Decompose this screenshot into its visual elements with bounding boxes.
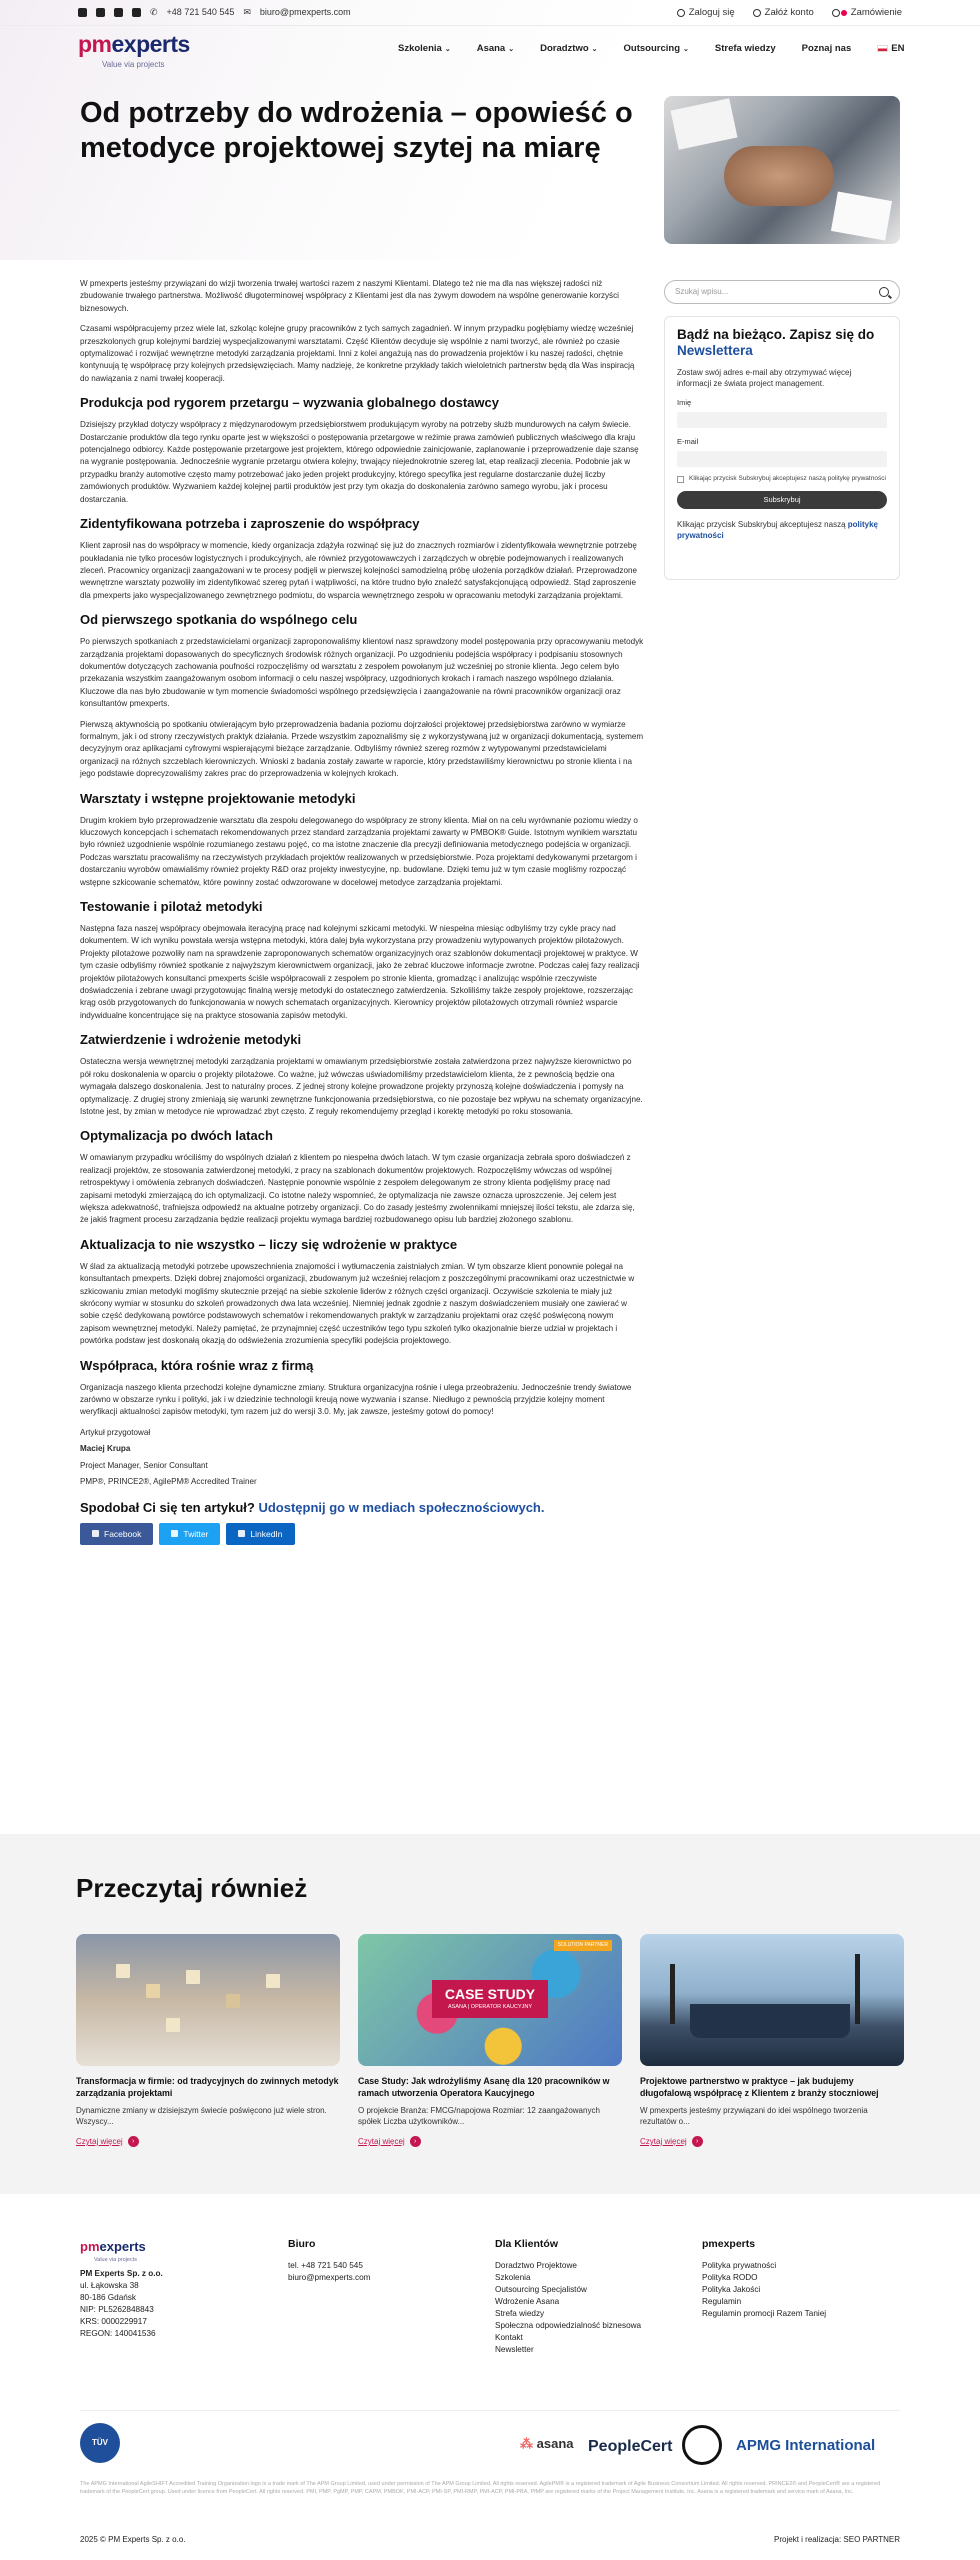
footer-pmexperts	[702, 2238, 826, 2320]
article-paragraph: Po pierwszych spotkaniach z przedstawicielami organizacji zaproponowaliśmy klientowi nasz sprawdzony model postępowania przy opracowywaniu metodyk zarządzania projektami dopasowanych do specyficznych środowisk różnych organizacji. Po uzgodnieniu podejścia współpracy i podpisaniu stosownych dokumentów dotyczących zachowania poufności rozpoczęliśmy od warsztatu z zespołem powołanym już wcześniej po stronie klienta. Jego celem było przekazania wszystkim zaangażowanym osobom informacji o celu naszej współpracy, uzgodnionych krokach i ramach naszego wspólnego działania. Kluczowe dla nas było zbudowanie w tym momencie świadomości wspólnego przedsięwzięcia i zaangażowanie na równi pracowników organizacji oraz konsultantów pmexperts.	[80, 637, 644, 709]
copyright: 2025 © PM Experts Sp. z o.o.	[80, 2535, 186, 2544]
trademark-notice: The APMG International AgileSHIFT Accredited Training Organization logo is a trade mark of The APM Group Limited, used under permission of The APM Group Limited. All rights reserved. AgilePM® is a registered trademark of Agile Business Consortium Limited. All rights reserved. PRINCE2® and PeopleCert® are a registered trademark of the PeopleCert group. Used under licence from PeopleCert. All rights reserved. PMI, PMP, PgMP, PMP, CAPM, PMBOK, PMI-ACP, PMI-SP, PMI-RMP, PMI-ACP, PMI-PBA, PfMP are registered marks of the Project Management Institute, Inc. Asana is a registered trademark and service mark of Asana, Inc.	[80, 2481, 881, 2495]
read-more-link[interactable]	[76, 2136, 340, 2148]
apmg-logo: APMG International	[736, 2437, 876, 2454]
article-paragraph: Następna faza naszej współpracy obejmowała iteracyjną pracę nad kolejnymi szkicami metodyki. W niespełna miesiąc odbyliśmy trzy cykle pracy nad dokumentem. W ich wyniku powstała wersja wstępna metodyki, która dalej była wykorzystana przy prowadzeniu wytypowanych projektów pilotażowych. Projekty pilotażowe pozwoliły nam na sprawdzenie zaproponowanych schematów organizacyjnych oraz szablonów dokumentacji projektowej w praktyce. W tym czasie odbyliśmy również spotkanie z najwyższym kierownictwem organizacji, jako że zebrać kluczowe informacje zwrotne. Podczas całej fazy realizacji projektów pilotażowych konsultanci pmexperts ściśle współpracowali z zespołem po stronie klienta, gromadząc i analizując wspólnie rzeczywiste doświadczenia i zebrane uwagi przygotowując finalną wersję metodyki do ostatecznego zatwierdzenia. Szkoliliśmy także zespoły projektowe, rozszerzając krąg osób przygotowanych do funkcjonowania w nowych schematach organizacyjnych. Kierownicy projektów pilotażowych otrzymali również wsparcie indywidualne koncentrujące się na praktyce stosowania zapisów metodyki.	[80, 924, 640, 1020]
article-heading: Optymalizacja po dwóch latach	[80, 1128, 273, 1144]
tuv-certificate-logo: TÜV	[80, 2423, 120, 2463]
user-plus-icon	[753, 9, 761, 17]
address-line: REGON: 140041536	[80, 2329, 156, 2338]
top-bar-contact	[78, 6, 351, 19]
nav-label: Outsourcing	[623, 43, 681, 54]
related-card-title[interactable]: Projektowe partnerstwo w praktyce – jak budujemy długofalową współpracę z Klientem z branży stoczniowej	[640, 2076, 879, 2098]
hero-paper	[831, 192, 892, 241]
language-label: EN	[891, 43, 905, 54]
article-paragraph: Ostateczna wersja wewnętrznej metodyki zarządzania projektami w omawianym przedsiębiorstwie została zatwierdzona przez najwyższe kierownictwo po pół roku doskonalenia w oparciu o projekty pilotażowe. Co ważne, już wówczas uświadomiliśmy przedstawicielom klienta, że z pewnością będzie ona wymagała dalszego doskonalenia. Jest to naturalny proces. Z jednej strony kolejne prowadzone projekty przynoszą kolejne doświadczenia i pomysły na optymalizację. Z drugiej strony zmieniają się warunki zewnętrzne funkcjonowania przedsiębiorstwa, co nie pozostaje bez wpływu na schematy organizacyjne. Istotne jest, by zmian w metodyce nie wprowadzać zbyt często. Z reguły rekomendujemy przegląd i korektę metodyki po roku stosowania.	[80, 1057, 643, 1116]
footer-link[interactable]: Strefa wiedzy	[495, 2309, 545, 2318]
author-certs: PMP®, PRINCE2®, AgilePM® Accredited Trainer	[80, 1477, 257, 1487]
sticky-note	[116, 1964, 130, 1978]
related-posts	[0, 1834, 980, 2194]
phone-icon: ✆	[150, 7, 158, 17]
read-more-link[interactable]	[640, 2136, 904, 2148]
solution-partner-badge: SOLUTION PARTNER	[554, 1940, 612, 1951]
read-more-label: Czytaj więcej	[76, 2137, 123, 2146]
share-twitter-button[interactable]	[159, 1523, 220, 1545]
top-bar-account	[677, 6, 902, 20]
chevron-down-icon: ⌄	[444, 46, 451, 53]
article-heading: Testowanie i pilotaż metodyki	[80, 899, 263, 915]
company-name: PM Experts Sp. z o.o.	[80, 2269, 163, 2278]
chevron-down-icon: ⌄	[508, 46, 515, 53]
ship-shape	[690, 2004, 850, 2038]
footer-link[interactable]: Regulamin promocji Razem Taniej	[702, 2309, 827, 2318]
related-card-image[interactable]	[76, 1934, 340, 2066]
hero-image	[664, 96, 900, 244]
crane-shape	[855, 1954, 860, 2024]
footer-phone[interactable]: tel. +48 721 540 545	[288, 2261, 363, 2270]
linkedin-icon	[238, 1530, 245, 1537]
share-label: LinkedIn	[250, 1528, 283, 1539]
article-paragraph: W pmexperts jesteśmy przywiązani do wizji tworzenia trwałej wartości razem z naszymi Klientami. Dlatego też nie ma dla nas większej radości niż zbudowanie trwałego partnerstwa. Możliwość długoterminowej współpracy z Klientami jest dla nas żywym dowodem na wspólne generowanie korzyści biznesowych.	[80, 279, 619, 313]
newsletter-title-accent: Newslettera	[677, 343, 753, 358]
nav-item-szkolenia[interactable]	[398, 42, 451, 56]
footer-link[interactable]: Szkolenia	[495, 2273, 531, 2282]
newsletter-intro: Zostaw swój adres e-mail aby otrzymywać więcej informacji ze świata project management.	[677, 368, 852, 388]
share-question: Spodobał Ci się ten artykuł?	[80, 1500, 255, 1516]
crane-shape	[670, 1964, 675, 2024]
logo-pm: pm	[78, 31, 112, 57]
share-prompt	[80, 1502, 644, 1514]
peoplecert-logo: PeopleCert	[588, 2438, 673, 2455]
top-phone[interactable]: +48 721 540 545	[166, 7, 235, 17]
hero-paper	[670, 98, 737, 150]
share-cta: Udostępnij go w mediach społecznościowych.	[258, 1500, 545, 1516]
orders-label: Zamówienie	[850, 7, 902, 18]
share-label: Facebook	[104, 1528, 142, 1539]
arrow-right-icon: ›	[128, 2136, 139, 2147]
consent-row	[677, 475, 887, 484]
email-field[interactable]	[677, 451, 887, 467]
email-label: E-mail	[677, 436, 699, 446]
pmi-badge-logo	[682, 2425, 722, 2465]
footer-logo[interactable]	[80, 2238, 146, 2265]
footer-link[interactable]: Polityka RODO	[702, 2273, 758, 2282]
consent-checkbox[interactable]	[677, 476, 684, 483]
linkedin-icon[interactable]	[96, 8, 105, 17]
author-label: Artykuł przygotował	[80, 1427, 151, 1437]
sticky-note	[186, 1970, 200, 1984]
policy-note-text: Klikając przycisk Subskrybuj akceptujesz naszą	[677, 520, 846, 530]
footer-link[interactable]: Doradztwo Projektowe	[495, 2261, 577, 2270]
partner-logos	[80, 2410, 900, 2466]
related-card-image[interactable]	[640, 1934, 904, 2066]
top-email[interactable]: biuro@pmexperts.com	[259, 7, 351, 17]
article-paragraph: Klient zaprosił nas do współpracy w momencie, kiedy organizacja zdążyła rozwinąć się już do znacznych rozmiarów i zidentyfikowała wewnętrznie potrzebę poukładania nie tylko procesów logistycznych i produkcyjnych, ale również przygotowawczych i zarządczych w obrębie podejmowanych i realizowanych zleceń. Pracownicy organizacji zaangażowani w te procesy podjęli w pierwszej kolejności samodzielną próbę ułożenia porządków działań. Przeprowadzone wewnętrzne warsztaty pozwoliły im zidentyfikować szereg pytań i wątpliwości, na które trudno było znaleźć satysfakcjonującą odpowiedź. Stąd zaproszenie dla pmexperts jako wyspecjalizowanego zewnętrznego podmiotu, do wsparcia wewnętrznego zespołu w opracowaniu metodyki zarządzania projektami.	[80, 541, 637, 600]
facebook-icon	[92, 1530, 99, 1537]
footer-link[interactable]: Polityka prywatności	[702, 2261, 777, 2270]
login-label: Zaloguj się	[688, 7, 735, 18]
footer-link[interactable]: Kontakt	[495, 2333, 523, 2342]
share-label: Twitter	[183, 1528, 209, 1539]
related-card-image[interactable]	[358, 1934, 622, 2066]
asana-logo: ⁂ asana	[520, 2436, 574, 2451]
subscribe-button[interactable]: Subskrybuj	[677, 491, 887, 509]
footer-link[interactable]: Outsourcing Specjalistów	[495, 2285, 587, 2294]
logo-experts: experts	[99, 2239, 146, 2254]
main-nav	[398, 42, 904, 56]
login-link[interactable]	[677, 6, 735, 20]
search-placeholder: Szukaj wpisu...	[675, 287, 729, 297]
article-paragraph: W omawianym przypadku wróciliśmy do wspólnych działań z klientem po niespełna dwóch latach. W tym czasie organizacja zebrała sporo doświadczeń z realizacji projektów, ze stosowania zatwierdzonej metodyki, z pracy na szablonach dokumentów projektowych. Rozpoczęliśmy wówczas od wspólnej retrospektywy i omówienia zebranych doświadczeń. Następnie ponownie wspólnie z zespołem delegowanym ze strony klienta podjęliśmy pracę nad zapisami metodyki zmierzającą do ich optymalizacji. Co istotne należy wspomnieć, że optymalizacja nie zawsze oznacza uproszczenie. Jej celem jest większa adekwatność, trafniejsza odpowiedź na aktualne potrzeby organizacji. Co do zasady jesteśmy zwolennikami mniejszej ilości tekstu, ale zdarza się, że jakiś fragment procesu zarządzania będzie realizacji projektu wymaga bardziej rozbudowanego opisu lub bardziej złożonego szablonu.	[80, 1153, 635, 1225]
related-card[interactable]	[76, 1934, 340, 2148]
consent-label: Klikając przycisk Subskrybuj akceptujesz naszą politykę prywatności	[689, 474, 886, 482]
site-footer	[0, 2194, 980, 2560]
author-name: Maciej Krupa	[80, 1444, 131, 1454]
related-card-excerpt: W pmexperts jesteśmy przywiązani do idei wspólnego tworzenia rezultatów o...	[640, 2106, 868, 2126]
instagram-icon[interactable]	[132, 8, 141, 17]
address-line: NIP: PL5262848843	[80, 2305, 154, 2314]
facebook-icon[interactable]	[78, 8, 87, 17]
article-heading: Warsztaty i wstępne projektowanie metodyki	[80, 790, 356, 806]
case-study-title: CASE STUDY	[444, 1986, 536, 2002]
footer-link[interactable]: Wdrożenie Asana	[495, 2297, 560, 2306]
company-address	[80, 2268, 163, 2340]
cart-badge	[841, 10, 847, 16]
youtube-icon[interactable]	[114, 8, 123, 17]
nav-item-doradztwo[interactable]	[540, 42, 597, 56]
related-card-excerpt: Dynamiczne zmiany w dzisiejszym świecie poświęcono już wiele stron. Wszyscy...	[76, 2106, 327, 2126]
privacy-policy-link[interactable]: politykę prywatności	[677, 520, 878, 541]
case-study-subtitle: ASANA | OPERATOR KAUCYJNY	[447, 2004, 533, 2011]
article-body	[80, 278, 644, 1545]
footer-clients	[495, 2238, 641, 2356]
article-paragraph: Drugim krokiem było przeprowadzenie warsztatu dla zespołu delegowanego do współpracy ze strony klienta. Miał on na celu wyrównanie poziomu wiedzy o kluczowych koncepcjach i schematach rekomendowanych przez standard zarządzania projektami zawarty w PMBOK® Guide. Istotnym wynikiem warsztatu było również uzgodnienie wspólnie rozumianego zestawu pojęć, co ma istotne znaczenie dla precyzji definiowania metodycznego podejścia w organizacji. Podczas warsztatu pracowaliśmy na rzeczywistych przykładach projektów realizowanych w przedsiębiorstwie. Poza projektami dedykowanymi przetargom i dostarczaniu wyrobów omawialiśmy również projekty R&D oraz projekty inwestycyjne, np. budowlane. Dzięki temu już w tym czasie mogliśmy rozpocząć wstępne szkicowanie schematów, które powinny zostać odwzorowane w docelowej metodyce zarządzania projektami.	[80, 815, 638, 887]
share-buttons	[80, 1523, 644, 1545]
article-paragraph: W ślad za aktualizacją metodyki potrzebe upowszechnienia znajomości i wytłumaczenia zaistniałych zmian. W tym obszarze klient ponownie polegał na konsultantach pmexperts. Dzięki dobrej znajomości organizacji, zbudowanym już wcześniej relacjom z poszczególnymi pracownikami oraz uczestnictwie w szkicowaniu zmian metodyki mogliśmy skutecznie przejąć na siebie szkolenie liderów z różnych części organizacji. Oczywiście szkolenia te miały już skrócony wymiar w stosunku do szkoleń prowadzonych dwa lata wcześniej. Niemniej jednak zgodnie z naszym doświadczeniem musiały one zawierać w sobie część dedykowaną powtórce podstawowych schematów i rekomendowanych praktyk w zarządzaniu projektami oraz część poświęconą nowym zapisom wewnętrznej metodyki. Należy pamiętać, że przynajmniej część uczestników tego typu szkoleń tylko okazjonalnie bierze udział w projektach i powtórka podstaw jest doskonałą okazją do odświeżenia zrozumienia specyfiki podejścia projektowego.	[80, 1261, 635, 1346]
footer-biuro	[288, 2238, 370, 2284]
asana-logo-text: asana	[536, 2436, 574, 2451]
arrow-right-icon: ›	[692, 2136, 703, 2147]
address-line: 80-186 Gdańsk	[80, 2293, 136, 2302]
cart-icon	[832, 9, 840, 17]
logo-tagline: Value via projects	[102, 60, 165, 70]
chevron-down-icon: ⌄	[683, 46, 689, 53]
footer-email[interactable]: biuro@pmexperts.com	[288, 2273, 371, 2282]
user-icon	[677, 9, 685, 17]
search-icon[interactable]	[879, 287, 889, 297]
nav-item-language[interactable]	[877, 42, 904, 56]
share-linkedin-button[interactable]	[226, 1523, 294, 1545]
nav-item-strefa-wiedzy[interactable]: Strefa wiedzy	[714, 43, 776, 54]
name-label: Imię	[677, 398, 692, 407]
footer-link[interactable]: Regulamin	[702, 2297, 742, 2306]
footer-logo-wordmark	[80, 2238, 146, 2257]
article-paragraph: Organizacja naszego klienta przechodzi kolejne dynamiczne zmiany. Struktura organizacyjna rośnie i ulega przeobrażeniu. Jednocześnie trendy światowe zarówno w obszarze rynku i polityki, jak i w dziedzinie technologii kreują nowe wyzwania i szanse. Niedługo z pewnością przyjdzie kolejny moment weryfikacji aktualności zapisów metodyki, tym razem już do wersji 3.0. My, jak zawsze, jesteśmy gotowi do pomocy!	[80, 1382, 632, 1417]
read-more-label: Czytaj więcej	[358, 2137, 405, 2146]
read-more-label: Czytaj więcej	[640, 2137, 687, 2146]
read-more-link[interactable]	[358, 2136, 622, 2148]
footer-heading: Biuro	[288, 2238, 316, 2250]
related-card-title[interactable]: Case Study: Jak wdrożyliśmy Asanę dla 120 pracowników w ramach utworzenia Operatora Kaucyjnego	[358, 2076, 610, 2098]
page-title: Od potrzeby do wdrożenia – opowieść o metodyce projektowej szytej na miarę	[80, 97, 633, 164]
newsletter-title	[677, 327, 887, 359]
site-logo[interactable]	[78, 28, 190, 71]
share-facebook-button[interactable]	[80, 1523, 153, 1545]
article-paragraph: Dzisiejszy przykład dotyczy współpracy z międzynarodowym przedsiębiorstwem produkującym wyroby na potrzeby służb mundurowych na całym świecie. Dostarczanie produktów dla tego rynku oparte jest w większości o postępowania przetargowe w reżimie prawa zamówień publicznych właściwego dla kraju potencjalnego odbiorcy. Każde postępowanie przetargowe jest projektem, którego odpowiednie zainicjowanie, zaplanowanie i przeprowadzenie daje szansę na wygranie postępowania. Jednocześnie wygranie przetargu otwiera kolejny, trwający niejednokrotnie szereg lat, etap realizacji zlecenia. Podobnie jak w przypadku branży automotive często mamy potrzebować jako jeden projekt produkcyjny, którego specyfika jest regularne dostarczanie dużej liczby zamówionych produktów. Wyzwaniem każdej kolejnej partii produktów jest przy tym okazja do doskonalenia zarówno samego wyrobu, jak i procesu dostarczania.	[80, 420, 639, 504]
name-field[interactable]	[677, 412, 887, 428]
mail-icon: ✉	[243, 7, 251, 17]
logo-pm: pm	[80, 2239, 100, 2254]
article-heading: Produkcja pod rygorem przetargu – wyzwania globalnego dostawcy	[80, 395, 499, 411]
article-heading: Zatwierdzenie i wdrożenie metodyki	[80, 1032, 302, 1048]
sticky-note	[226, 1994, 240, 2008]
footer-link[interactable]: Newsletter	[495, 2345, 534, 2354]
related-card[interactable]	[358, 1934, 622, 2148]
nav-label: Doradztwo	[540, 43, 589, 54]
register-link[interactable]	[753, 6, 814, 20]
arrow-right-icon: ›	[410, 2136, 421, 2147]
nav-label: Asana	[476, 43, 506, 54]
article-paragraph: Czasami współpracujemy przez wiele lat, szkoląc kolejne grupy pracowników z tych samych zagadnień. W innym przypadku pogłębiamy wiedzę wcześniej przeszkolonych grup kolejnymi bardziej wyspecjalizowanymi warsztatami. Część Klientów decyduje się wspólnie z nami tworzyć, ale również po czasie optymalizować i rozwijać wewnętrzne metodyki zarządzania projektami. Inni z kolei angażują nas do prowadzenia projektów i ku naszej radości, chętnie kontynuują tę współpracę przy kolejnych przedsięwzięciach. Mamy nadzieję, że konkretne przykłady takich wieloletnich partnerstw będą dla Was inspiracją do nawiązania z nami trwałej kooperacji.	[80, 324, 635, 383]
author-signature	[80, 1427, 644, 1489]
nav-label: Szkolenia	[398, 43, 442, 54]
hero-hands	[724, 146, 834, 206]
footer-link[interactable]: Społeczna odpowiedzialność biznesowa	[495, 2321, 642, 2330]
article-heading: Współpraca, która rośnie wraz z firmą	[80, 1357, 314, 1373]
article-heading: Zidentyfikowana potrzeba i zaproszenie do współpracy	[80, 516, 420, 532]
logo-experts: experts	[111, 31, 190, 57]
related-card[interactable]	[640, 1934, 904, 2148]
article-paragraph: Pierwszą aktywnością po spotkaniu otwierającym było przeprowadzenia badania poziomu dojrzałości projektowej przedsiębiorstwa zarówno w wymiarze formalnym, jak i od strony rzeczywistych praktyk działania. Przede wszystkim zapoznaliśmy się z wykorzystywaną już w organizacji dokumentacją, systemem decyzyjnym oraz aplikacjami cyfrowymi wspierającymi bieżące zarządzanie. Odbyliśmy również szereg rozmów z wytypowanymi przedstawicielami organizacji na różnych szczeblach kierowniczych. Wnioski z badania zostały zawarte w raporcie, który przedstawiliśmy kierownictwu po stronie klienta i na jego podstawie doprecyzowaliśmy zakres prac do przeprowadzenia w kolejnych krokach.	[80, 719, 644, 779]
sticky-note	[166, 2018, 180, 2032]
twitter-icon	[171, 1530, 178, 1537]
case-study-banner	[432, 1980, 548, 2018]
top-bar	[0, 0, 980, 26]
nav-item-outsourcing[interactable]	[624, 42, 689, 56]
nav-item-poznaj-nas[interactable]: Poznaj nas	[801, 43, 852, 54]
footer-heading: pmexperts	[702, 2238, 756, 2250]
article-heading: Od pierwszego spotkania do wspólnego celu	[80, 612, 358, 628]
sticky-note	[266, 1974, 280, 1988]
search-input[interactable]	[664, 280, 900, 304]
newsletter-title-text: Bądź na bieżąco. Zapisz się do	[677, 327, 875, 342]
footer-company	[80, 2268, 163, 2340]
newsletter-policy-note	[677, 519, 887, 541]
related-heading: Przeczytaj również	[76, 1873, 308, 1903]
footer-heading: Dla Klientów	[495, 2238, 559, 2250]
related-card-title[interactable]: Transformacja w firmie: od tradycyjnych do zwinnych metodyk zarządzania projektami	[76, 2076, 339, 2098]
article-heading: Aktualizacja to nie wszystko – liczy się wdrożenie w praktyce	[80, 1236, 458, 1252]
logo-wordmark	[78, 28, 190, 61]
footer-link[interactable]: Polityka Jakości	[702, 2285, 761, 2294]
orders-link[interactable]	[832, 6, 902, 20]
design-credit[interactable]: Projekt i realizacja: SEO PARTNER	[774, 2535, 900, 2544]
chevron-down-icon: ⌄	[591, 46, 598, 53]
address-line: KRS: 0000229917	[80, 2317, 147, 2326]
related-card-excerpt: O projekcie Branża: FMCG/napojowa Rozmiar: 12 zaangażowanych spółek Liczba użytkowników...	[358, 2106, 600, 2126]
nav-item-asana[interactable]	[477, 42, 514, 56]
flag-icon	[877, 45, 888, 52]
author-role: Project Manager, Senior Consultant	[80, 1460, 208, 1470]
address-line: ul. Łąkowska 38	[80, 2281, 139, 2290]
register-label: Załóż konto	[764, 7, 814, 18]
footer-logo-tagline: Value via projects	[94, 2256, 138, 2263]
newsletter-box	[664, 316, 900, 580]
sticky-note	[146, 1984, 160, 1998]
